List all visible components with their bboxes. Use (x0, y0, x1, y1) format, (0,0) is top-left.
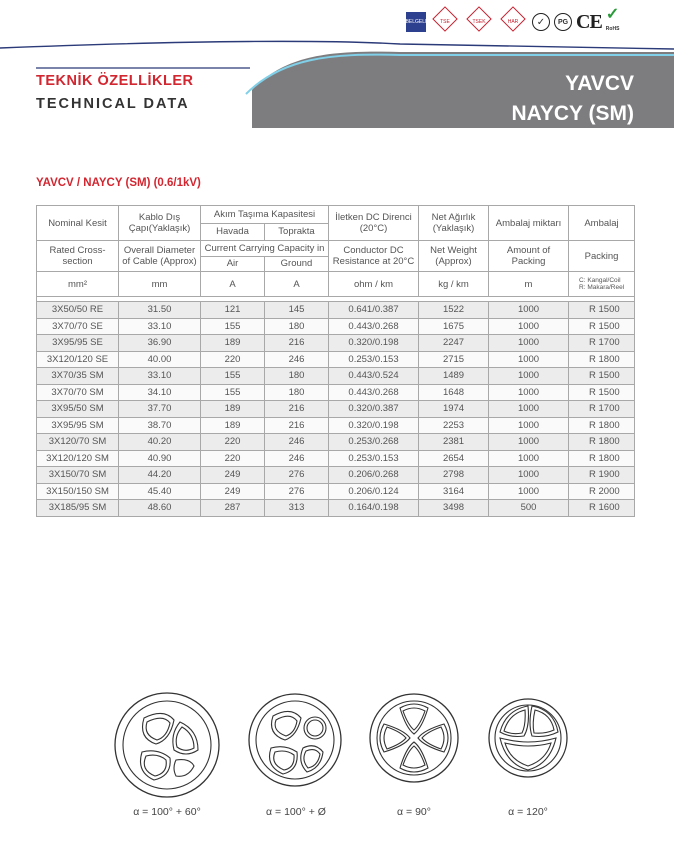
cell-diameter: 34.10 (119, 384, 201, 401)
cell-air: 249 (201, 467, 265, 484)
rohs-check: ✓ (605, 6, 620, 23)
cell-diameter: 33.10 (119, 368, 201, 385)
col-head-en-weight: Net Weight (Approx) (419, 241, 489, 272)
cell-ground: 246 (265, 434, 329, 451)
cell-air: 189 (201, 335, 265, 352)
cell-resistance: 0.443/0.524 (329, 368, 419, 385)
cross-section-diagram-3 (366, 690, 462, 786)
cell-nominal: 3X120/120 SM (37, 450, 119, 467)
page-title-english: TECHNICAL DATA (36, 96, 190, 112)
cell-nominal: 3X120/70 SM (37, 434, 119, 451)
cell-ground: 145 (265, 302, 329, 319)
data-rows (37, 302, 635, 517)
cell-resistance: 0.641/0.387 (329, 302, 419, 319)
cell-packing-qty: 1000 (489, 417, 569, 434)
cell-ground: 216 (265, 417, 329, 434)
cell-packing: R 1700 (569, 401, 635, 418)
cell-diameter: 40.20 (119, 434, 201, 451)
cell-air: 220 (201, 351, 265, 368)
belgeli-logo-text: BELGELI (405, 19, 427, 25)
cell-packing: R 1800 (569, 450, 635, 467)
cell-air: 287 (201, 500, 265, 517)
cell-packing-qty: 1000 (489, 450, 569, 467)
cell-diameter: 33.10 (119, 318, 201, 335)
diagram-caption-2: α = 100° + Ø (266, 806, 326, 818)
cell-diameter: 45.40 (119, 483, 201, 500)
cell-weight: 1648 (419, 384, 489, 401)
table-subtitle: YAVCV / NAYCY (SM) (0.6/1kV) (36, 177, 201, 189)
cell-ground: 180 (265, 384, 329, 401)
col-head-air: Havada (201, 223, 265, 241)
cell-packing-qty: 1000 (489, 467, 569, 484)
diagram-caption-1: α = 100° + 60° (133, 806, 201, 818)
cell-ground: 216 (265, 335, 329, 352)
col-head-en-packing: Packing (569, 241, 635, 272)
diagram-caption-4: α = 120° (508, 806, 548, 818)
col-head-nominal: Nominal Kesit (37, 206, 119, 241)
cell-diameter: 37.70 (119, 401, 201, 418)
cell-weight: 1675 (419, 318, 489, 335)
cell-nominal: 3X50/50 RE (37, 302, 119, 319)
cell-packing: R 1800 (569, 351, 635, 368)
cross-section-diagram-1 (112, 690, 222, 800)
cell-resistance: 0.253/0.153 (329, 351, 419, 368)
col-head-packing-qty: Ambalaj miktarı (489, 206, 569, 241)
cell-resistance: 0.320/0.198 (329, 417, 419, 434)
cell-weight: 3498 (419, 500, 489, 517)
cell-air: 249 (201, 483, 265, 500)
header-blue-line (0, 41, 674, 49)
table-row (37, 417, 635, 434)
unit-weight: kg / km (419, 272, 489, 297)
col-head-en-nominal: Rated Cross-section (37, 241, 119, 272)
cell-packing-qty: 500 (489, 500, 569, 517)
table-row (37, 302, 635, 319)
cell-packing: R 1800 (569, 434, 635, 451)
cell-air: 155 (201, 368, 265, 385)
unit-packing-qty: m (489, 272, 569, 297)
col-head-en-resistance: Conductor DC Resistance at 20°C (329, 241, 419, 272)
cross-section-diagram-4 (486, 696, 570, 780)
header-row-turkish (37, 206, 635, 224)
cell-packing-qty: 1000 (489, 384, 569, 401)
cell-packing-qty: 1000 (489, 302, 569, 319)
cross-section-diagram-2 (245, 690, 345, 790)
col-head-en-air: Air (201, 256, 265, 272)
cell-nominal: 3X70/70 SE (37, 318, 119, 335)
table-row (37, 434, 635, 451)
cell-nominal: 3X70/35 SM (37, 368, 119, 385)
cell-nominal: 3X150/150 SM (37, 483, 119, 500)
cell-air: 155 (201, 384, 265, 401)
cell-packing-qty: 1000 (489, 335, 569, 352)
col-head-resistance: İletken DC Direnci (20°C) (329, 206, 419, 241)
col-head-current: Akım Taşıma Kapasitesi (201, 206, 329, 224)
cell-ground: 246 (265, 351, 329, 368)
cell-air: 220 (201, 450, 265, 467)
table-row (37, 318, 635, 335)
cell-diameter: 40.00 (119, 351, 201, 368)
cell-packing-qty: 1000 (489, 483, 569, 500)
cell-packing-qty: 1000 (489, 368, 569, 385)
cell-air: 189 (201, 401, 265, 418)
cell-resistance: 0.443/0.268 (329, 384, 419, 401)
cell-resistance: 0.320/0.198 (329, 335, 419, 352)
table-row (37, 483, 635, 500)
cell-nominal: 3X70/70 SM (37, 384, 119, 401)
table-row (37, 500, 635, 517)
table-row (37, 351, 635, 368)
header-row-english (37, 241, 635, 257)
technical-data-table (36, 205, 635, 517)
cell-resistance: 0.320/0.387 (329, 401, 419, 418)
cell-packing: R 1500 (569, 368, 635, 385)
cell-packing: R 1700 (569, 335, 635, 352)
cell-resistance: 0.206/0.268 (329, 467, 419, 484)
tsek-logo-text: TSEK (472, 19, 486, 25)
cell-packing-qty: 1000 (489, 351, 569, 368)
cell-nominal: 3X95/95 SM (37, 417, 119, 434)
cell-ground: 180 (265, 368, 329, 385)
cell-packing: R 1500 (569, 384, 635, 401)
cell-weight: 3164 (419, 483, 489, 500)
har-logo-text: HAR (507, 19, 519, 25)
unit-nominal: mm² (37, 272, 119, 297)
cell-air: 189 (201, 417, 265, 434)
product-name-line2: NAYCY (SM) (511, 102, 634, 125)
product-name-line1: YAVCV (565, 72, 634, 95)
col-head-weight: Net Ağırlık (Yaklaşık) (419, 206, 489, 241)
col-head-diameter: Kablo Dış Çapı(Yaklaşık) (119, 206, 201, 241)
page-title-turkish: TEKNİK ÖZELLİKLER (36, 73, 194, 89)
cell-packing-qty: 1000 (489, 318, 569, 335)
unit-resistance: ohm / km (329, 272, 419, 297)
unit-packing (569, 272, 635, 297)
cell-weight: 2715 (419, 351, 489, 368)
cell-resistance: 0.443/0.268 (329, 318, 419, 335)
unit-diameter: mm (119, 272, 201, 297)
table-row (37, 401, 635, 418)
diagram-caption-3: α = 90° (397, 806, 431, 818)
units-row (37, 272, 635, 297)
cell-weight: 2381 (419, 434, 489, 451)
cell-ground: 276 (265, 483, 329, 500)
check-cert-icon: ✓ (532, 13, 550, 31)
col-head-en-diameter: Overall Diameter of Cable (Approx) (119, 241, 201, 272)
cell-diameter: 40.90 (119, 450, 201, 467)
tse-logo-text: TSE (440, 19, 450, 25)
col-head-en-ground: Ground (265, 256, 329, 272)
unit-packing-reel: R: Makara/Reel (579, 284, 625, 291)
cell-packing: R 1800 (569, 417, 635, 434)
product-name (511, 69, 634, 129)
col-head-en-current: Current Carrying Capacity in (201, 241, 329, 257)
unit-packing-coil: C: Kangal/Coil (579, 276, 621, 284)
cell-weight: 2798 (419, 467, 489, 484)
cell-diameter: 36.90 (119, 335, 201, 352)
cell-air: 155 (201, 318, 265, 335)
cell-nominal: 3X185/95 SM (37, 500, 119, 517)
cell-packing: R 2000 (569, 483, 635, 500)
cell-packing: R 1900 (569, 467, 635, 484)
unit-ground: A (265, 272, 329, 297)
cell-ground: 216 (265, 401, 329, 418)
cell-packing: R 1600 (569, 500, 635, 517)
table-row (37, 450, 635, 467)
cell-resistance: 0.253/0.268 (329, 434, 419, 451)
cell-packing: R 1500 (569, 318, 635, 335)
cell-ground: 276 (265, 467, 329, 484)
cell-weight: 2253 (419, 417, 489, 434)
cell-weight: 1522 (419, 302, 489, 319)
cell-ground: 313 (265, 500, 329, 517)
rohs-label: RoHS (605, 26, 620, 32)
cell-air: 220 (201, 434, 265, 451)
cell-weight: 2247 (419, 335, 489, 352)
col-head-en-packing-qty: Amount of Packing (489, 241, 569, 272)
col-head-ground: Toprakta (265, 223, 329, 241)
cell-nominal: 3X150/70 SM (37, 467, 119, 484)
table-row (37, 467, 635, 484)
table-row (37, 335, 635, 352)
table-row (37, 368, 635, 385)
table-row (37, 384, 635, 401)
cell-diameter: 31.50 (119, 302, 201, 319)
cell-ground: 246 (265, 450, 329, 467)
cell-diameter: 44.20 (119, 467, 201, 484)
cell-diameter: 48.60 (119, 500, 201, 517)
cell-weight: 1974 (419, 401, 489, 418)
cell-packing-qty: 1000 (489, 434, 569, 451)
cell-weight: 2654 (419, 450, 489, 467)
cell-resistance: 0.206/0.124 (329, 483, 419, 500)
cell-resistance: 0.253/0.153 (329, 450, 419, 467)
unit-air: A (201, 272, 265, 297)
cell-nominal: 3X95/50 SM (37, 401, 119, 418)
cell-packing: R 1500 (569, 302, 635, 319)
col-head-packing: Ambalaj (569, 206, 635, 241)
cell-resistance: 0.164/0.198 (329, 500, 419, 517)
cell-nominal: 3X95/95 SE (37, 335, 119, 352)
cell-weight: 1489 (419, 368, 489, 385)
cell-air: 121 (201, 302, 265, 319)
cell-packing-qty: 1000 (489, 401, 569, 418)
cell-diameter: 38.70 (119, 417, 201, 434)
pg-cert-icon: PG (554, 13, 572, 31)
cell-nominal: 3X120/120 SE (37, 351, 119, 368)
ce-mark-icon: CE (576, 10, 602, 33)
cell-ground: 180 (265, 318, 329, 335)
